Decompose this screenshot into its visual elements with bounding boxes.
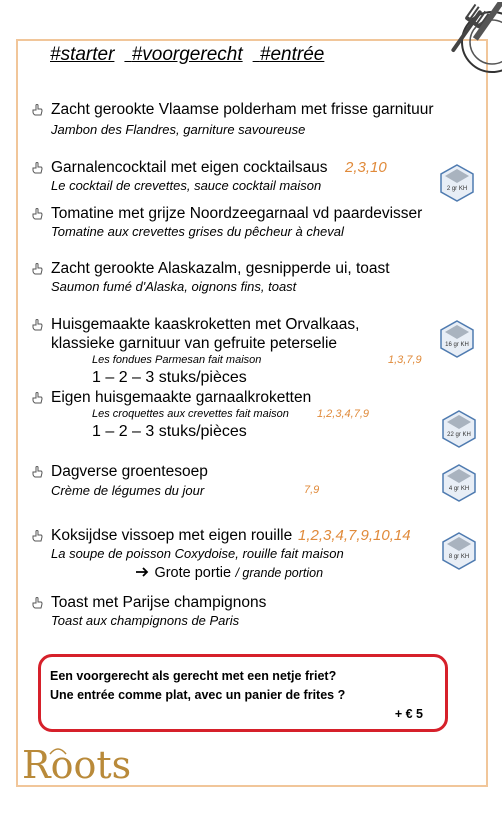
quantity-options: 1 – 2 – 3 stuks/pièces [92, 423, 247, 440]
dish-name-nl: Koksijdse vissoep met eigen rouille [51, 527, 293, 544]
dish-name-nl: Garnalencocktail met eigen cocktailsaus [51, 159, 328, 176]
dish-name-fr: Tomatine aux crevettes grises du pêcheur à cheval [51, 224, 344, 239]
pointing-hand-icon [30, 529, 44, 543]
menu-item [30, 527, 450, 585]
menu-item [30, 316, 450, 388]
menu-item [30, 101, 450, 141]
large-portion-fr: / grande portion [235, 566, 324, 580]
dish-name-fr: Les fondues Parmesan fait maison [92, 354, 262, 366]
cube-icon [442, 410, 476, 448]
category-header [50, 44, 334, 66]
right-arrow-icon [135, 566, 150, 578]
tag-voorgerecht: #voorgerecht [131, 44, 243, 65]
dish-name-nl: Zacht gerookte Alaskazalm, gesnipperde ui, toast [51, 260, 390, 277]
dish-name-nl: Dagverse groentesoep [51, 463, 208, 480]
pointing-hand-icon [30, 103, 44, 117]
dish-name-fr: La soupe de poisson Coxydoise, rouille fait maison [51, 546, 344, 561]
pointing-hand-icon [30, 465, 44, 479]
dish-name-fr: Toast aux champignons de Paris [51, 613, 240, 628]
pointing-hand-icon [30, 262, 44, 276]
badge-label: 16 gr KH [445, 342, 469, 348]
callout-line-fr: Une entrée comme plat, avec un panier de frites ? [50, 688, 346, 702]
dish-name-nl: Tomatine met grijze Noordzeegarnaal vd paardevisser [51, 205, 423, 222]
dish-name-fr: Jambon des Flandres, garniture savoureuse [51, 122, 306, 137]
tag-entree: #entrée [259, 44, 325, 65]
pointing-hand-icon [30, 161, 44, 175]
large-portion-nl: Grote portie [154, 565, 232, 581]
dish-name-fr: Le cocktail de crevettes, sauce cocktail maison [51, 178, 322, 193]
cube-icon [442, 464, 476, 502]
allergen-codes: 1,2,3,4,7,9,10,14 [298, 527, 411, 544]
menu-item [30, 389, 450, 445]
cube-icon [440, 164, 474, 202]
badge-label: 22 gr KH [447, 432, 471, 438]
dish-name-fr: Crème de légumes du jour [51, 483, 205, 498]
dish-name-fr: Les croquettes aux crevettes fait maison [92, 408, 289, 420]
dish-name-nl: Eigen huisgemaakte garnaalkroketten [51, 389, 312, 406]
dish-name-nl: Huisgemaakte kaaskroketten met Orvalkaas, [51, 316, 360, 333]
callout-price: + € 5 [394, 707, 423, 721]
menu-item [30, 260, 450, 300]
roots-logo [20, 740, 148, 786]
menu-item [30, 594, 450, 634]
allergen-codes: 1,2,3,4,7,9 [317, 408, 369, 420]
large-portion-line [135, 564, 323, 582]
allergen-codes: 7,9 [304, 484, 320, 496]
menu-item [30, 159, 450, 199]
menu-item [30, 205, 450, 245]
badge-label: 2 gr KH [446, 186, 468, 192]
tag-starter: #starter [50, 44, 115, 65]
dish-name-nl-line2: klassieke garnituur van gefruite peterselie [51, 335, 338, 352]
fries-upgrade-callout [38, 654, 448, 732]
dish-name-nl: Zacht gerookte Vlaamse polderham met frisse garnituur [51, 101, 434, 118]
logo-text: Roots [22, 743, 132, 786]
pointing-hand-icon [30, 391, 44, 405]
menu-item [30, 463, 450, 503]
allergen-codes: 1,3,7,9 [388, 354, 422, 366]
pointing-hand-icon [30, 207, 44, 221]
badge-label: 8 gr KH [448, 554, 470, 560]
callout-line-nl: Een voorgerecht als gerecht met een netje friet? [50, 669, 337, 683]
cube-icon [440, 320, 474, 358]
badge-label: 4 gr KH [448, 486, 470, 492]
pointing-hand-icon [30, 318, 44, 332]
allergen-codes: 2,3,10 [345, 159, 387, 176]
dish-name-fr: Saumon fumé d'Alaska, oignons fins, toast [51, 279, 297, 294]
dish-name-nl: Toast met Parijse champignons [51, 594, 267, 611]
pointing-hand-icon [30, 596, 44, 610]
quantity-options: 1 – 2 – 3 stuks/pièces [92, 369, 247, 386]
fork-knife-plate-icon [446, 2, 502, 74]
cube-icon [442, 532, 476, 570]
